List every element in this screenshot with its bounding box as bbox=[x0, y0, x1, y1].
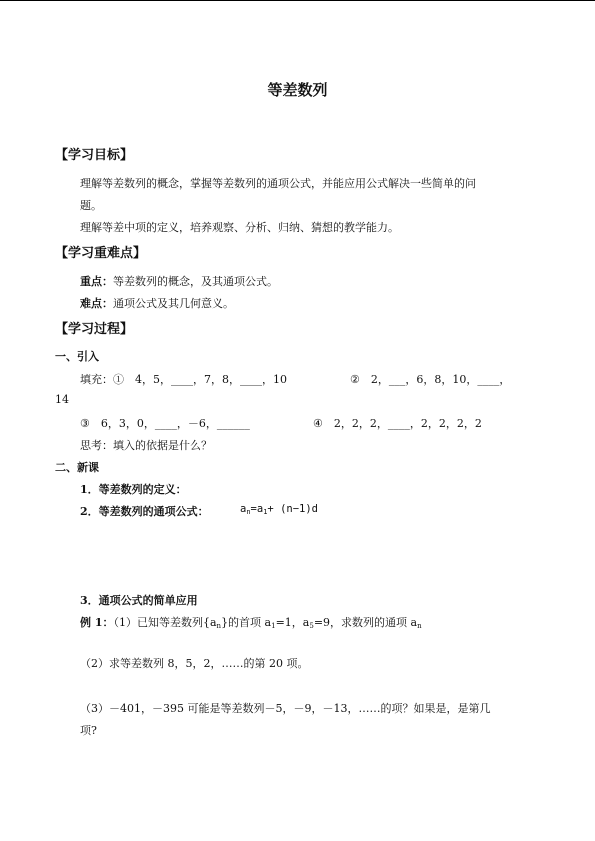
q1-sub-n2: n bbox=[417, 622, 422, 630]
goals-item1-line2: 题。 bbox=[80, 199, 102, 212]
definition-item: 1．等差数列的定义： bbox=[80, 483, 187, 496]
top-border bbox=[0, 0, 595, 1]
keypoints-heading: 【学习重难点】 bbox=[55, 246, 147, 261]
formula-sub-n: n bbox=[246, 508, 251, 516]
think-question: 思考：填入的依据是什么？ bbox=[80, 439, 212, 452]
new-lesson-heading: 二、新课 bbox=[55, 461, 99, 474]
q1-text-2: }的首项 a bbox=[221, 616, 272, 629]
general-term-formula bbox=[240, 503, 318, 516]
intro-heading: 一、引入 bbox=[55, 350, 99, 363]
goals-heading: 【学习目标】 bbox=[55, 148, 134, 163]
q1-sub-1: 1 bbox=[271, 622, 276, 630]
key-point-text: 等差数列的概念，及其通项公式。 bbox=[113, 275, 278, 288]
fill-blank-4: ④ 2，2，2，____，2，2，2，2 bbox=[313, 417, 482, 430]
hard-point-text: 通项公式及其几何意义。 bbox=[113, 297, 234, 310]
q1-text-3: =1，a bbox=[275, 616, 310, 629]
page-title: 等差数列 bbox=[267, 81, 328, 99]
hard-point-label: 难点： bbox=[80, 297, 113, 310]
goals-item1-line1: 理解等差数列的概念，掌握等差数列的通项公式，并能应用公式解决一些简单的问 bbox=[80, 177, 476, 190]
q1-text-1: （1）已知等差数列{a bbox=[113, 616, 217, 629]
fill-blank-3: ③ 6，3，0，____，－6，______ bbox=[80, 417, 250, 430]
key-point bbox=[80, 273, 278, 289]
goals-item2: 理解等差中项的定义，培养观察、分析、归纳、猜想的教学能力。 bbox=[80, 221, 399, 234]
fill-blank-1: 填充：① 4，5，____，7，8，____，10 bbox=[80, 373, 287, 386]
hard-point bbox=[80, 295, 234, 311]
key-point-label: 重点： bbox=[80, 275, 113, 288]
process-heading: 【学习过程】 bbox=[55, 322, 134, 337]
example-q1 bbox=[80, 614, 422, 630]
formula-eq: =a bbox=[250, 503, 264, 515]
fill-blank-2: ② 2，___，6，8，10，____， bbox=[350, 373, 511, 386]
q1-sub-n: n bbox=[216, 622, 222, 630]
example-q2: （2）求等差数列 8，5，2，……的第 20 项。 bbox=[80, 657, 309, 670]
formula-a: a bbox=[240, 503, 247, 515]
q1-sub-5: 5 bbox=[309, 622, 314, 630]
general-term-item: 2．等差数列的通项公式： bbox=[80, 505, 209, 518]
example-q3-line1: （3）－401，－395 可能是等差数列－5，－9，－13，……的项？如果是，是第几 bbox=[80, 702, 491, 715]
formula-sub-1: 1 bbox=[263, 508, 268, 516]
example-q3-line2: 项? bbox=[80, 724, 97, 737]
fill-blank-2-continued: 14 bbox=[55, 393, 69, 406]
example-label: 例 1： bbox=[80, 616, 114, 629]
q1-text-4: =9，求数列的通项 a bbox=[313, 616, 418, 629]
application-item: 3．通项公式的简单应用 bbox=[80, 594, 198, 607]
formula-rest: + (n−1)d bbox=[267, 503, 318, 515]
